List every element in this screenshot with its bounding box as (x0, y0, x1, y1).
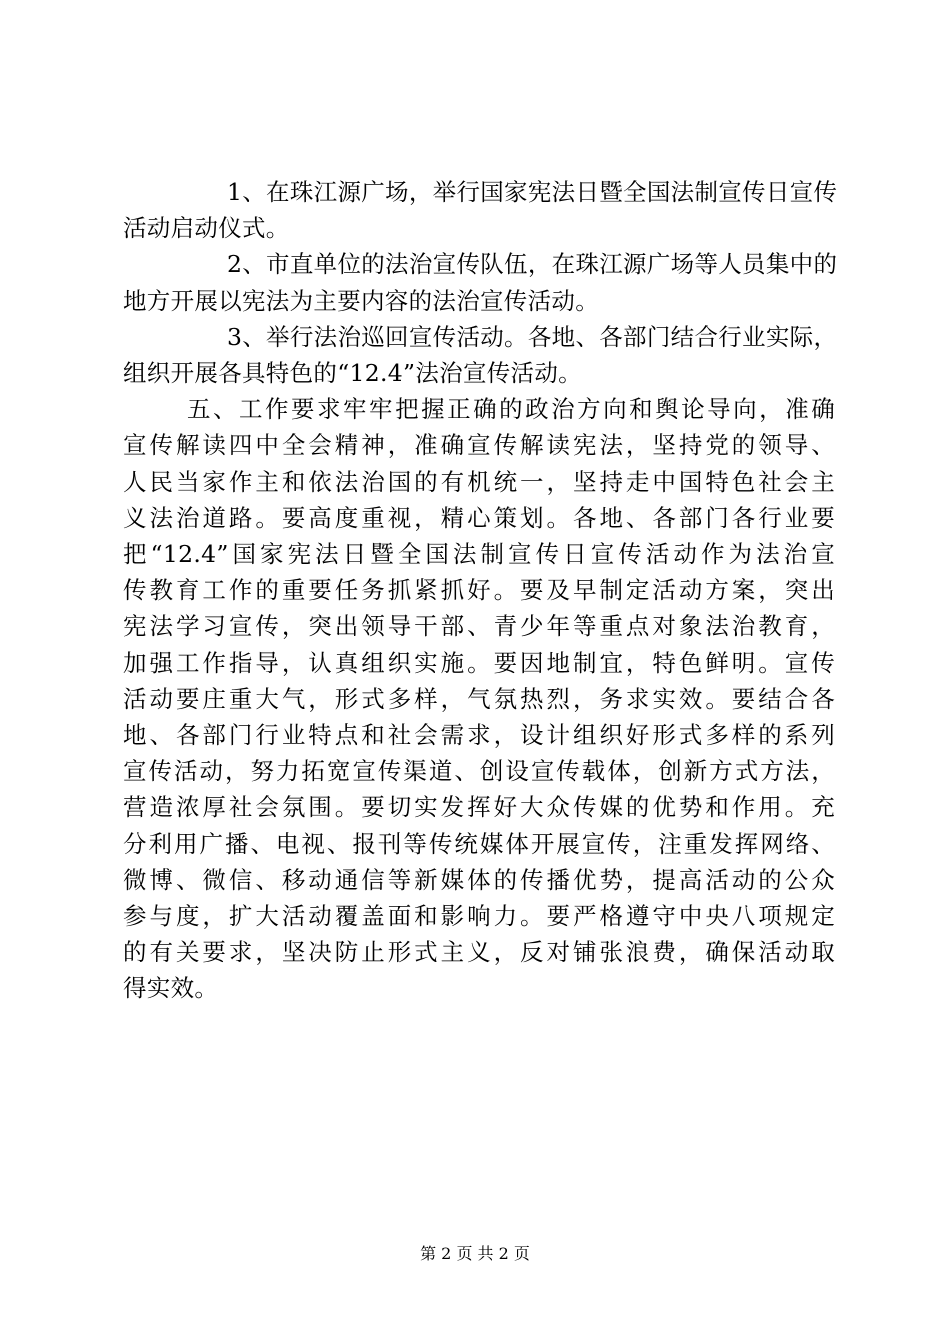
page-footer (0, 1242, 950, 1266)
text-line: 3、举行法治巡回宣传活动。各地、各部门结合行业实际， (227, 322, 838, 351)
text-line: 营造浓厚社会氛围。要切实发挥好大众传媒的优势和作用。充 (123, 793, 835, 822)
text-line: 得实效。 (123, 974, 219, 1003)
paragraph-2 (123, 246, 838, 318)
text-line: 宣传解读四中全会精神，准确宣传解读宪法，坚持党的领导、 (123, 431, 835, 460)
text-line: 2、市直单位的法治宣传队伍，在珠江源广场等人员集中的 (227, 250, 838, 279)
document-body (123, 174, 838, 1007)
text-line: 宪法学习宣传，突出领导干部、青少年等重点对象法治教育， (123, 612, 835, 641)
text-line: 组织开展各具特色的“12.4”法治宣传活动。 (123, 359, 582, 388)
text-line: 人民当家作主和依法治国的有机统一，坚持走中国特色社会主 (123, 467, 835, 496)
text-line: 活动启动仪式。 (123, 214, 290, 243)
text-line: 宣传活动，努力拓宽宣传渠道、创设宣传载体，创新方式方法， (123, 757, 835, 786)
paragraph-1 (123, 174, 838, 246)
text-line: 地方开展以宪法为主要内容的法治宣传活动。 (123, 286, 599, 315)
text-line: 活动要庄重大气，形式多样，气氛热烈，务求实效。要结合各 (123, 684, 835, 713)
text-line: 1、在珠江源广场，举行国家宪法日暨全国法制宣传日宣传 (227, 178, 838, 206)
text-line: 传教育工作的重要任务抓紧抓好。要及早制定活动方案，突出 (123, 576, 835, 605)
paragraph-4 (123, 391, 835, 1006)
page-number-label: 第 2 页 共 2 页 (420, 1244, 530, 1263)
text-line: 微博、微信、移动通信等新媒体的传播优势，提高活动的公众 (123, 865, 835, 894)
text-line: 的有关要求，坚决防止形式主义，反对铺张浪费，确保活动取 (123, 938, 835, 967)
text-line: 地、各部门行业特点和社会需求，设计组织好形式多样的系列 (123, 721, 835, 750)
text-line: 义法治道路。要高度重视，精心策划。各地、各部门各行业要 (123, 503, 835, 532)
paragraph-3 (123, 319, 838, 391)
text-line: 加强工作指导，认真组织实施。要因地制宜，特色鲜明。宣传 (123, 648, 835, 677)
text-line: 五、工作要求牢牢把握正确的政治方向和舆论导向，准确 (187, 395, 835, 424)
text-line: 参与度，扩大活动覆盖面和影响力。要严格遵守中央八项规定 (123, 902, 835, 931)
text-line: 分利用广播、电视、报刊等传统媒体开展宣传，注重发挥网络、 (123, 829, 835, 858)
text-line: 把“12.4”国家宪法日暨全国法制宣传日宣传活动作为法治宣 (123, 540, 835, 569)
